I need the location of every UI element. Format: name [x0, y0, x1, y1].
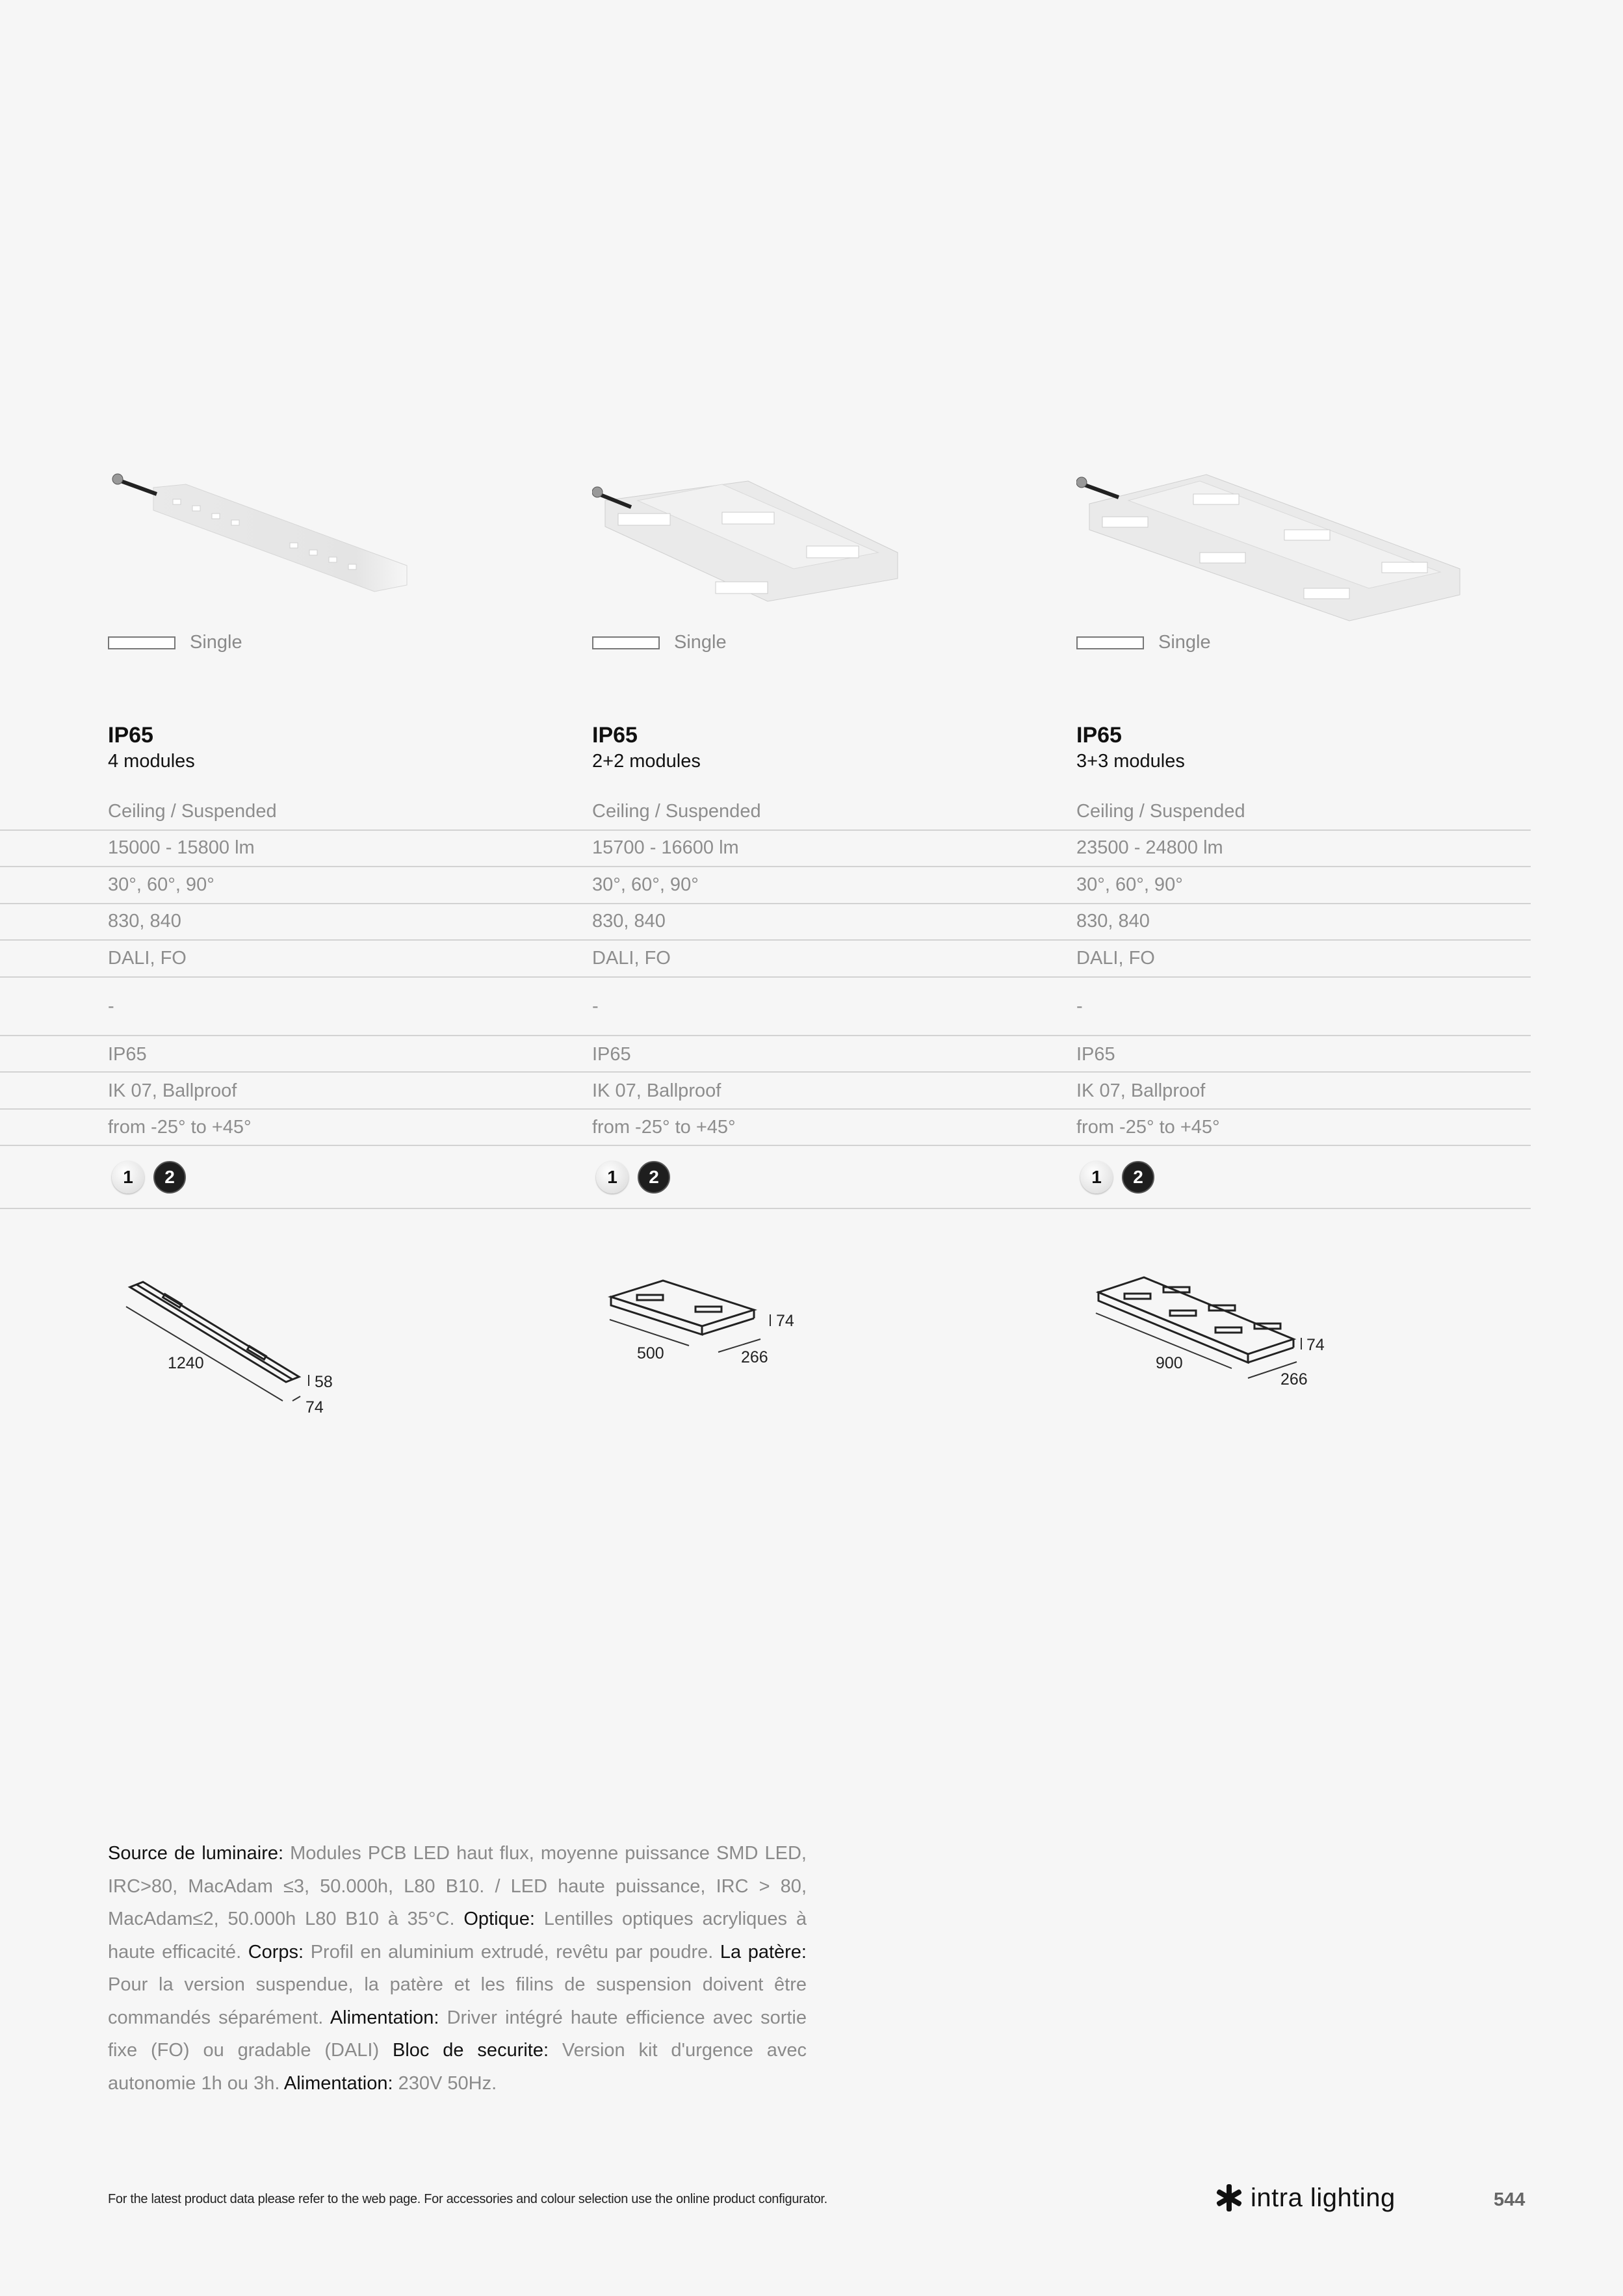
- row-separator: [0, 1145, 1531, 1146]
- badge-option-1: 1: [112, 1161, 144, 1194]
- protection-rating: IP65: [592, 723, 638, 748]
- row-separator: [0, 829, 1531, 831]
- row-separator: [0, 1208, 1531, 1209]
- spec-lumen: 15000 - 15800 lm: [108, 837, 255, 858]
- desc-label: Corps:: [248, 1941, 304, 1963]
- desc-text: 230V 50Hz.: [393, 2072, 497, 2094]
- row-separator: [0, 903, 1531, 904]
- spec-driver: DALI, FO: [1076, 948, 1155, 969]
- dimension-width: 266: [741, 1348, 768, 1366]
- dimension-width: 74: [305, 1398, 324, 1416]
- module-count: 3+3 modules: [1076, 751, 1185, 772]
- badge-option-1: 1: [1080, 1161, 1113, 1194]
- module-count: 2+2 modules: [592, 751, 701, 772]
- option-badges: [1080, 1161, 1154, 1194]
- spec-lumen: 23500 - 24800 lm: [1076, 837, 1223, 858]
- row-separator: [0, 976, 1531, 978]
- spec-temperature-range: from -25° to +45°: [592, 1117, 736, 1138]
- protection-rating: IP65: [1076, 723, 1122, 748]
- product-column-1: [108, 455, 459, 772]
- brand-name: intra lighting: [1251, 2183, 1396, 2212]
- spec-beam-angles: 30°, 60°, 90°: [592, 874, 699, 895]
- spec-lumen: 15700 - 16600 lm: [592, 837, 739, 858]
- finish-option: [592, 632, 727, 653]
- dimension-width: 266: [1280, 1370, 1308, 1389]
- spec-colour-temperature: 830, 840: [1076, 911, 1150, 932]
- dimension-length: 500: [637, 1344, 664, 1363]
- desc-text: Profil en aluminium extrudé, revêtu par poudre.: [304, 1941, 720, 1963]
- finish-swatch: [592, 636, 660, 649]
- asterisk-logo-icon: [1214, 2183, 1244, 2213]
- product-column-2: [592, 455, 943, 772]
- spec-mounting: Ceiling / Suspended: [108, 801, 277, 822]
- spec-driver: DALI, FO: [108, 948, 187, 969]
- spec-ip-rating: IP65: [592, 1044, 631, 1065]
- page-number: 544: [1494, 2189, 1526, 2210]
- finish-label: Single: [674, 632, 727, 653]
- option-badges: [596, 1161, 670, 1194]
- spec-ip-rating: IP65: [1076, 1044, 1115, 1065]
- product-heading: [108, 722, 195, 774]
- finish-swatch: [1076, 636, 1144, 649]
- row-separator: [0, 1035, 1531, 1036]
- protection-rating: IP65: [108, 723, 153, 748]
- brand-logo: [1214, 2183, 1396, 2213]
- desc-label: Source de luminaire:: [108, 1843, 284, 1864]
- desc-text: Version kit d'urgence avec autonomie 1h ou 3h.: [108, 2040, 807, 2094]
- row-separator: [0, 866, 1531, 867]
- spec-driver: DALI, FO: [592, 948, 671, 969]
- dimension-height: 74: [776, 1312, 794, 1330]
- spec-impact: IK 07, Ballproof: [108, 1080, 237, 1101]
- finish-swatch: [108, 636, 175, 649]
- module-count: 4 modules: [108, 751, 195, 772]
- desc-text: Driver intégré haute efficience avec sortie fixe (FO) ou gradable (DALI): [108, 2007, 807, 2061]
- dimension-height: 58: [315, 1373, 333, 1391]
- spec-mounting: Ceiling / Suspended: [592, 801, 761, 822]
- dimension-drawing-2: [598, 1268, 812, 1378]
- finish-label: Single: [190, 632, 242, 653]
- spec-colour-temperature: 830, 840: [592, 911, 666, 932]
- row-separator: [0, 1108, 1531, 1110]
- spec-empty: -: [592, 996, 599, 1017]
- badge-option-2: 2: [638, 1161, 670, 1194]
- dimension-length: 900: [1156, 1354, 1183, 1372]
- dimension-drawing-1: [117, 1268, 351, 1424]
- footer-note: For the latest product data please refer to the web page. For accessories and colour selection use the online product configurator.: [108, 2192, 827, 2206]
- product-photo: [1076, 455, 1427, 624]
- product-photo: [108, 455, 459, 624]
- finish-option: [108, 632, 242, 653]
- row-separator: [0, 939, 1531, 941]
- badge-option-2: 2: [1122, 1161, 1154, 1194]
- desc-label: Alimentation:: [330, 2007, 439, 2028]
- spec-temperature-range: from -25° to +45°: [108, 1117, 252, 1138]
- desc-label: La patère:: [720, 1941, 807, 1963]
- spec-beam-angles: 30°, 60°, 90°: [1076, 874, 1183, 895]
- badge-option-2: 2: [153, 1161, 186, 1194]
- product-heading: [1076, 722, 1185, 774]
- desc-text: Lentilles optiques acryliques à haute efficacité.: [108, 1909, 807, 1963]
- dimension-drawing-3: [1085, 1268, 1345, 1398]
- option-badges: [112, 1161, 186, 1194]
- desc-label: Alimentation:: [283, 2072, 393, 2094]
- dimension-length: 1240: [168, 1354, 204, 1372]
- desc-text: Pour la version suspendue, la patère et les filins de suspension doivent être commandés séparément.: [108, 1974, 807, 2028]
- spec-colour-temperature: 830, 840: [108, 911, 181, 932]
- desc-text: Modules PCB LED haut flux, moyenne puissance SMD LED, IRC>80, MacAdam ≤3, 50.000h, L80 B10. / LED haute puissance, IRC > 80, MacAdam≤2, 50.000h L80 B10 à 35°C.: [108, 1843, 807, 1929]
- spec-ip-rating: IP65: [108, 1044, 147, 1065]
- spec-empty: -: [1076, 996, 1083, 1017]
- spec-impact: IK 07, Ballproof: [592, 1080, 721, 1101]
- row-separator: [0, 1071, 1531, 1073]
- dimension-height: 74: [1306, 1336, 1325, 1354]
- product-photo: [592, 455, 943, 624]
- spec-empty: -: [108, 996, 114, 1017]
- product-heading: [592, 722, 701, 774]
- product-description: [108, 1837, 807, 2100]
- spec-impact: IK 07, Ballproof: [1076, 1080, 1206, 1101]
- finish-option: [1076, 632, 1211, 653]
- spec-beam-angles: 30°, 60°, 90°: [108, 874, 214, 895]
- product-column-3: [1076, 455, 1427, 772]
- desc-label: Bloc de securite:: [393, 2040, 549, 2061]
- badge-option-1: 1: [596, 1161, 629, 1194]
- spec-mounting: Ceiling / Suspended: [1076, 801, 1245, 822]
- finish-label: Single: [1158, 632, 1211, 653]
- spec-temperature-range: from -25° to +45°: [1076, 1117, 1220, 1138]
- desc-label: Optique:: [463, 1909, 535, 1929]
